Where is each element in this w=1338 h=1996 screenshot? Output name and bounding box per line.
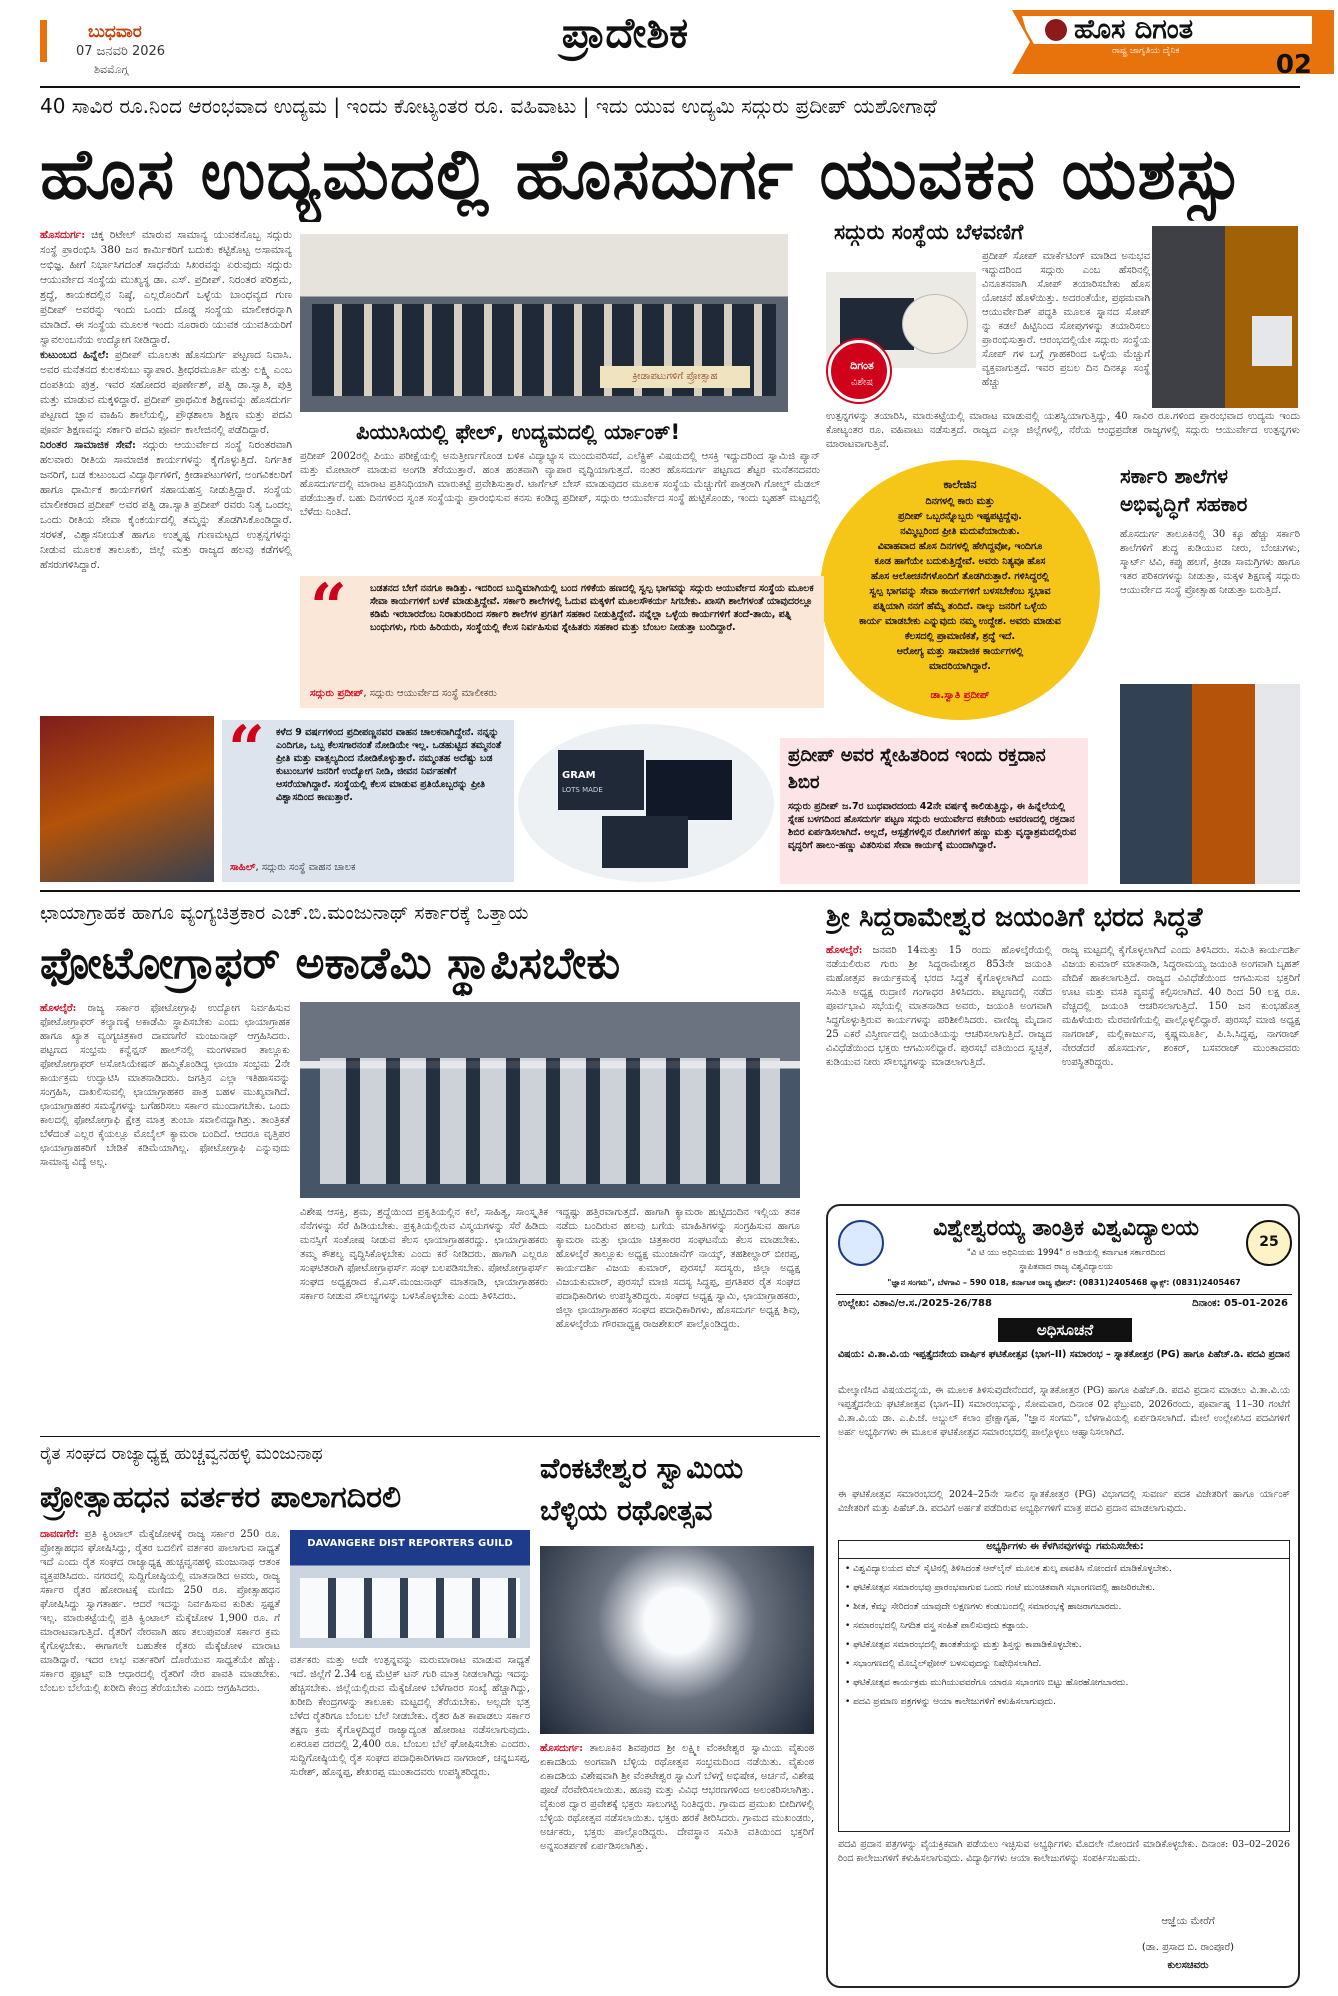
wife-quote-line: ಆರೋಗ್ಯ ಮತ್ತು ಸಾಮಾಜಿಕ ಕಾರ್ಯಗಳಲ್ಲಿ [896, 646, 1024, 657]
lead-col1-para-a: ಚಿಕ್ಕ ರಿಟೇಲ್ ಮಾರುವ ಸಾಮಾನ್ಯ ಯುವಕನೊಬ್ಬ ಸದ್ಗುರು ಸಂಸ್ಥೆ ಪ್ರಾರಂಭಿಸಿ 380 ಜನ ಕಾರ್ಮಿಕರಿಗೆ ಬದುಕು ಕಟ್ಟಿಕೊಟ್ಟ ಅಸಾಮಾನ್ಯ ಅಭಿಜ್ಞ. ಹೀಗೆ ನಿರ್ಭಾಸಿಗದಂತೆ ಸಾಧನೆಯ ಸಿಖರವನ್ನು ಏರುವುದು ಸದ್ಗುರು ಆಯುರ್ವೇದ ಸಂಸ್ಥೆಯ ಮುಖ್ಯಸ್ಥ ಡಾ. ಎಸ್. ಪ್ರದೀಪ್. ನಿರಂತರ ಪರಿಶ್ರಮ, ಶ್ರದ್ಧೆ, ಕಾಯಕದಲ್ಲಿನ ನಿಷ್ಠೆ, ಎಲ್ಲರೊಂದಿಗೆ ಒಳ್ಳೆಯ ಬಾಂಧವ್ಯದ ಗುಣ ಪ್ರದೀಪ್ ಅವರನ್ನು ಇಂದು ಒಂದು ದೊಡ್ಡ ಸಂಸ್ಥೆಯ ಮಾಲೀಕರನ್ನಾಗಿ ಮಾಡಿದೆ. ಈ ಸಂಸ್ಥೆಯ ಮೂಲಕ ಇಂದು ನೂರಾರು ಯುವಕ ಯುವತಿಯರಿಗೆ ಸ್ವಾವಲಂಬನೆಯ ಉದ್ಯೋಗ ನೀಡಿದ್ದಾರೆ. [40, 229, 292, 346]
vtu-sub2: ಸ್ಥಾಪಿತವಾದ ರಾಜ್ಯ ವಿಶ್ವವಿದ್ಯಾಲಯ [1019, 1262, 1113, 1272]
raitha-headline: ಪ್ರೋತ್ಸಾಹಧನ ವರ್ತಕರ ಪಾಲಾಗದಿರಲಿ [40, 1480, 402, 1515]
lead-col1-subhead-1: ಕುಟುಂಬದ ಹಿನ್ನೆಲೆ: [40, 349, 109, 361]
wife-quote-title: ಕಾಲೇಜಿನ [943, 478, 977, 491]
vtu-notes-box [838, 1540, 1290, 1832]
photo-academy-col2: ವಿಶೇಷ ಆಸಕ್ತಿ, ಶ್ರಮ, ಶ್ರದ್ಧೆಯಿಂದ ಪ್ರಕೃತಿಯಲ್ಲಿನ ಕಲೆ, ಸಾಹಿತ್ಯ, ಸಾಂಸ್ಕೃತಿಕ ನೆನೆಗಳನ್ನು ಸೆರೆ ಹಿಡಿಯಬೇಕು. ಪ್ರಕೃತಿಯಲ್ಲಿರುವ ವಿಸ್ಮಯಗಳನ್ನು ಸೆರೆ ಹಿಡಿದು ಮನಸ್ಸಿಗೆ ಸಂತೋಷ ನೀಡುವ ಕೆಲಸ ಛಾಯಾಗ್ರಾಹಕರದ್ದು. ಛಾಯಾಗ್ರಾಹಕರು ತಮ್ಮ ಕೌಶಲ್ಯ ವೃದ್ಧಿಸಿಕೊಳ್ಳಬೇಕು ಎಂದು ಕರೆ ನೀಡಿದರು. ಹಾಗಾಗಿ ಎಲ್ಲರೂ ಸಂಘಟಿತರಾಗಿ ಫೋಟೋಗ್ರಾಫರ್ಸ್ ಸಂಘ ಬಲಪಡಿಸಬೇಕು. ಪೋಟೋಗ್ರಾಫರ್ಸ್ ಸಂಘದ ಅಧ್ಯಕ್ಷರಾದ ಕೆ.ಎಸ್.ಮಂಜುನಾಥ್ ಮಾತನಾಡಿ, ಛಾಯಾಗ್ರಾಹಕರು ಸರ್ಕಾರ ನೀಡುವ ಸೌಲಭ್ಯಗಳನ್ನು ಬಳಸಿಕೊಳ್ಳಬೇಕು ಎಂದು ತಿಳಿಸಿದರು. [300, 1207, 548, 1302]
wife-quote-line: ಪತ್ನಿಯಾಗಿ ನನಗೆ ಹೆಮ್ಮೆ ತಂದಿದೆ. ನಾಲ್ಕು ಜನರಿಗೆ ಒಳ್ಳೆಯ [873, 601, 1047, 612]
vtu-note-item: • ಸಮಾರಂಭದಲ್ಲಿ ನಿಗದಿತ ವಸ್ತ್ರ ಸಂಹಿತೆ ಪಾಲಿಸುವುದು ಕಡ್ಡಾಯ. [845, 1621, 1029, 1631]
wife-quote-line: ಕಾರ್ಯ ಮಾಡಬೇಕು ಎನ್ನುವುದು ನಮ್ಮ ಉದ್ದೇಶ. ಅವರು ಮಾಡುವ [859, 616, 1061, 627]
lead-kicker: 40 ಸಾವಿರ ರೂ.ನಿಂದ ಆರಂಭವಾದ ಉದ್ಯಮ | ಇಂದು ಕೋಟ್ಯಂತರ ರೂ. ವಹಿವಾಟು | ಇದು ಯುವ ಉದ್ಯಮಿ ಸದ್ಗುರು ಪ್ರದೀಪ್ ಯಶೋಗಾಥೆ [40, 94, 937, 118]
badge-sub: ವಿಶೇಷ [850, 377, 873, 388]
siddarameshwara-col2: ರಾಜ್ಯ ಮಟ್ಟದಲ್ಲಿ ಕೈಗೊಳ್ಳಲಾಗಿದೆ ಎಂದು ತಿಳಿಸಿದರು. ಸಮಿತಿ ಕಾರ್ಯದರ್ಶಿ ವಿಜಯ ಕುಮಾರ್ ಮಾತನಾಡಿ, ಸಿದ್ದರಾಮಯ್ಯ ಜಯಂತಿ ಅಂಗವಾಗಿ ಬೃಹತ್ ವೇದಿಕೆ ಹಾಕಲಾಗುತ್ತಿದೆ. ರಾಜ್ಯದ ವಿವಿಧೆಡೆಯಿಂದ ಆಗಮಿಸುವ ಭಕ್ತರಿಗೆ ಊಟ ಮತ್ತು ವಸತಿ ವ್ಯವಸ್ಥೆ ಕಲ್ಪಿಸಲಾಗಿದೆ. 40 ರಿಂದ 50 ಲಕ್ಷ ರೂ. ವೆಚ್ಚದಲ್ಲಿ ಜಯಂತಿ ಆಚರಿಸಲಾಗುತ್ತಿದೆ. 150 ಜನ ಕುಂಭಹೊತ್ತ ಮಹಿಳೆಯರು ಮೆರವಣಿಗೆಯಲ್ಲಿ ಪಾಲ್ಗೊಳ್ಳಲಿದ್ದಾರೆ. ಪುರಸಭೆ ಮಾಜಿ ಅಧ್ಯಕ್ಷ ನಾಗರಾಜ್, ಮಲ್ಲಿಕಾರ್ಜುನ, ಕೃಷ್ಣಮೂರ್ತಿ, ಪಿ.ಸಿ.ಸಿದ್ದಪ್ಪ, ನಾಗರಾಜ್ ನೇರಡೆದರೆ ಹೊಸದುರ್ಗ, ಶಂಕರ್, ಬಸವರಾಜ್ ಮುಂತಾದವರು ಉಪಸ್ಥಿತರಿದ್ದರು. [1062, 945, 1300, 1068]
wife-quote-line: ಹೊಸ ಆಲೋಚನೆಗಳೊಂದಿಗೆ ತೊಡಗಿರುತ್ತಾರೆ. ಗಳಿಸಿದ್ದರಲ್ಲಿ [871, 571, 1049, 582]
raitha-col1 [40, 1528, 280, 1988]
siddarameshwara-headline: ಶ್ರೀ ಸಿದ್ದರಾಮೇಶ್ವರ ಜಯಂತಿಗೆ ಭರದ ಸಿದ್ಧತೆ [826, 902, 1203, 933]
vtu-note-text: ಸಭಾಂಗಣದಲ್ಲಿ ಮೊಬೈಲ್‌ಫೋನ್ ಬಳಸುವುದನ್ನು ನಿಷೇಧಿಸಲಾಗಿದೆ. [853, 1659, 1042, 1669]
section-title: ಪ್ರಾದೇಶಿಕ [561, 8, 689, 57]
vtu-date: ದಿನಾಂಕ: 05-01-2026 [1192, 1298, 1288, 1309]
vtu-notes-title: ಅಭ್ಯರ್ಥಿಗಳು ಈ ಕೆಳಗಿನವುಗಳನ್ನು ಗಮನಿಸಬೇಕು: [839, 1541, 1290, 1559]
wife-quote-line: ನಮ್ಮಿಬ್ಬರಿಂದ ಪ್ರೀತಿ ಮದುವೆಯಾಯಿತು. [900, 526, 1020, 537]
vtu-note-item: • ಘಟಿಕೋತ್ಸವ ಸಮಾರಂಭವು ಪ್ರಾರಂಭವಾಗುವ ಒಂದು ಗಂಟೆ ಮುಂಚಿತವಾಗಿ ಸಭಾಂಗಣದಲ್ಲಿ ಹಾಜರಿರಬೇಕು. [845, 1583, 1156, 1593]
vtu-note-text: ವಿಶ್ವವಿದ್ಯಾಲಯದ ವೆಬ್ ಸೈಟಿನಲ್ಲಿ ತಿಳಿಸಿದಂತೆ ಆನ್‌ಲೈನ್ ಮೂಲಕ ಶುಲ್ಕ ಪಾವತಿಸಿ ನೋಂದಣಿ ಮಾಡಿಕೊಳ್ಳಬೇಕು. [853, 1564, 1172, 1574]
owner-quote-box [300, 576, 824, 708]
product-sub: LOTS MADE [562, 786, 603, 794]
venkateshwara-text [540, 1742, 814, 1988]
growth-text-b: ಉತ್ಪನ್ನಗಳನ್ನು ತಯಾರಿಸಿ, ಮಾರುಕಟ್ಟೆಯಲ್ಲಿ ಮಾರಾಟ ಮಾಡುವಲ್ಲಿ ಯಶಸ್ವಿಯಾಗುತ್ತಿದ್ದು, 40 ಸಾವಿರ ರೂ.ಗಳಿಂದ ಪ್ರಾರಂಭವಾದ ಉದ್ಯಮ ಇಂದು ಕೋಟ್ಯಂತರ ರೂ. ವಹಿವಾಟು ನಡೆಸುತ್ತದೆ. ರಾಜ್ಯದ ಎಲ್ಲಾ ಜಿಲ್ಲೆಗಳಲ್ಲಿ, ನೆರೆಯ ಆಂಧ್ರಪ್ರದೇಶ ರಾಜ್ಯಗಳಲ್ಲಿ ಸದ್ಗುರು ಆಯುರ್ವೇದ ಉತ್ಪನ್ನಗಳು ಮಾರಾಟವಾಗುತ್ತಿವೆ. [826, 411, 1300, 450]
vtu-rule [836, 1294, 1292, 1295]
product-box [646, 760, 732, 820]
photo-academy-stage-photo [300, 1002, 800, 1198]
section-divider [40, 890, 1300, 892]
wife-quote-circle [820, 460, 1100, 720]
wife-quote-line: ಕೂಡ ಹಾಗೆಯೇ ಬದುಕುತ್ತಿದ್ದೇವೆ. ಅವರು ನಿತ್ಯವೂ ಹೊಸ [874, 556, 1046, 567]
venkateshwara-dateline: ಹೊಸದುರ್ಗ: [540, 1743, 583, 1754]
puc-text: ಪ್ರದೀಪ್ 2002ರಲ್ಲಿ ಪಿಯು ಪರೀಕ್ಷೆಯಲ್ಲಿ ಅನುತ್ತೀರ್ಣಗೊಂಡ ಬಳಿಕ ವಿದ್ಯಾಭ್ಯಾಸ ಮುಂದುವರಿಸದೆ, ಎಲೆಕ್ಟ್ರಿಕ್ ವಿಷಯದಲ್ಲಿ ಆಸಕ್ತಿ ಇದ್ದುದರಿಂದ ಸ್ವಾಮಿಜಿ ಪ್ಯಾನ್ ಮತ್ತು ಮೋಟಾರ್ ಮಾಡುವ ಅಂಗಡಿ ತೆರೆಯುತ್ತಾರೆ. ಹಂತ ಹಂತವಾಗಿ ವ್ಯಾಪಾರ ವೃದ್ಧಿಯಾಗುತ್ತದೆ. ನಂತರ ಹೊಸದುರ್ಗ ಪಟ್ಟಣದ ಶೆಟ್ಟರ ಮನೆತನದವರು ಹೊಸದುರ್ಗದಲ್ಲಿ ಮಾರಾಟ ಪ್ರತಿನಿಧಿಯಾಗಿ ಮಾರುಕಟ್ಟೆ ಪ್ರವೇಶಿಸುತ್ತಾರೆ. ಟಾರ್ಗೆಟ್ ಬೇಸ್ ಮಾಡುವುದರ ಮೂಲಕ ಸಂಸ್ಥೆಯ ಮೆಚ್ಚುಗೆಗೆ ಪಾತ್ರರಾಗಿ ಗೋಲ್ಡ್ ಮೆಡಲ್ ಪಡೆಯುತ್ತಾರೆ. ಬಹು ದಿನಗಳಿಂದ ಸ್ವಂತ ಸಂಸ್ಥೆಯನ್ನು ಪ್ರಾರಂಭಿಸುವ ಕನಸು ಕಂಡಿದ್ದ ಪ್ರದೀಪ್, ಸದ್ಗುರು ಆಯುರ್ವೇದ ಸಂಸ್ಥೆ ಹುಟ್ಟಿಕೊಂಡು, ಇಂದು ಬೃಹತ್ ಮಟ್ಟದಲ್ಲಿ ಬೆಳೆದು ನಿಂತಿದೆ. [300, 451, 820, 518]
vtu-sign-3: ಕುಲಸಚಿವರು [1167, 1960, 1209, 1971]
owner-quote-name: ಸದ್ಗುರು ಪ್ರದೀಪ್ [310, 688, 364, 699]
quote-icon: “ [228, 720, 265, 772]
raitha-kicker: ರೈತ ಸಂಘದ ರಾಜ್ಯಾಧ್ಯಕ್ಷ ಹುಚ್ಚವ್ವನಹಳ್ಳಿ ಮಂಜುನಾಥ [40, 1444, 323, 1464]
stage-people [320, 1058, 780, 1184]
wife-quote-body [838, 494, 1082, 690]
lead-col1 [40, 228, 292, 716]
vtu-sub1: "ವಿ ಟಿ ಯು ಅಧಿನಿಯಮ 1994" ರ ಅಡಿಯಲ್ಲಿ ಕರ್ನಾಟಕ ಸರ್ಕಾರದಿಂದ [966, 1248, 1166, 1258]
growth-title: ಸದ್ಗುರು ಸಂಸ್ಥೆಯ ಬೆಳವಣಿಗೆ [834, 220, 1024, 244]
vtu-para1: ಮೇಲ್ಕಾಣಿಸಿದ ವಿಷಯದನ್ವಯ, ಈ ಮೂಲಕ ತಿಳಿಸುವುದೇನೆಂದರೆ, ಸ್ನಾತಕೋತ್ತರ (PG) ಹಾಗೂ ಪಿಹೆಚ್.ಡಿ. ಪದವಿ ಪ್ರದಾನ ಮಾಡಲು ವಿ.ತಾ.ವಿ.ಯ ಇಪ್ಪತ್ತೈದನೇಯ ಘಟಿಕೋತ್ಸವ (ಭಾಗ–II) ಸಮಾರಂಭವನ್ನು, ಸೋಮವಾರ, ದಿನಾಂಕ 02 ಫೆಬ್ರುವರಿ, 2026ರಂದು, ಪೂರ್ವಾಹ್ನ 11–30 ಗಂಟೆಗೆ ವಿ.ತಾ.ವಿ.ಯ ಡಾ. ಎ.ಪಿ.ಜೆ. ಅಬ್ದುಲ್ ಕಲಾಂ ಪ್ರೇಕ್ಷಾಗೃಹ, "ಜ್ಞಾನ ಸಂಗಮ", ಬೆಳಗಾವಿಯಲ್ಲಿ ಏರ್ಪಡಿಸಲಾಗಿದೆ. ಮೇಲೆ ಉಲ್ಲೇಖಿಸಿದ ಪದವಿಗಳಿಗೆ ಅರ್ಹ ಅಭ್ಯರ್ಥಿಗಳು ಈ ಮೂಲಕ ಘಟಿಕೋತ್ಸವ ಸಮಾರಂಭದಲ್ಲಿ ಪಾಲ್ಗೊಳ್ಳಲು ಆಹ್ವಾನಿಸಲಾಗಿದೆ. [838, 1385, 1290, 1438]
product-box [558, 750, 644, 810]
vtu-emblem-number: 25 [1259, 1234, 1279, 1250]
wife-quote-line: ವಿವಾಹವಾದ ಹೊಸ ದಿನಗಳಲ್ಲಿ ಹೇಗಿದ್ದವೋ, ಇಂದಿಗೂ [877, 541, 1043, 552]
govt-school-text: ಹೊಸದುರ್ಗ ತಾಲೂಕಿನಲ್ಲಿ 30 ಕ್ಕೂ ಹೆಚ್ಚು ಸರ್ಕಾರಿ ಶಾಲೆಗಳಿಗೆ ಶುದ್ಧ ಕುಡಿಯುವ ನೀರು, ಬೆಂಚುಗಳು, ಸ್ಮಾರ್ಟ್ ಟಿವಿ, ಕಪ್ಪು ಹಲಗೆ, ಕ್ರೀಡಾ ಸಾಮಗ್ರಿಗಳು ಹಾಗೂ ಇತರ ಪರಿಕರಗಳನ್ನು ನೀಡುತ್ತಾ, ಮಕ್ಕಳ ಶಿಕ್ಷಣಕ್ಕೆ ಸದ್ಗುರು ಆಯುರ್ವೇದ ಸಂಸ್ಥೆ ಪ್ರೋತ್ಸಾಹ ನೀಡುತ್ತಾ ಬರುತ್ತಿದೆ. [1120, 529, 1300, 596]
page-number: 02 [1275, 50, 1312, 78]
masthead [0, 0, 1338, 90]
wife-quote-line: ಪ್ರದೀಪ್ ಒಬ್ಬರನ್ನೊಬ್ಬರು ಇಷ್ಟಪಟ್ಟಿದ್ದೆವು. [898, 511, 1022, 522]
venkateshwara-headline: ವೆಂಕಟೇಶ್ವರ ಸ್ವಾಮಿಯ ಬೆಳ್ಳಿಯ ರಥೋತ್ಸವ [540, 1452, 744, 1527]
vtu-note-item: • ಘಟಿಕೋತ್ಸವ ಸಮಾರಂಭದಲ್ಲಿ ಶಾಂತತೆಯನ್ನು ಮತ್ತು ಶಿಸ್ತನ್ನು ಕಾಪಾಡಿಕೊಳ್ಳಬೇಕು. [845, 1640, 1082, 1650]
paper-logo-block [1012, 4, 1334, 80]
vtu-note-item: • ವಿಶ್ವವಿದ್ಯಾಲಯದ ವೆಬ್ ಸೈಟಿನಲ್ಲಿ ತಿಳಿಸಿದಂತೆ ಆನ್‌ಲೈನ್ ಮೂಲಕ ಶುಲ್ಕ ಪಾವತಿಸಿ ನೋಂದಣಿ ಮಾಡಿಕೊಳ್ಳಬೇಕು. [845, 1564, 1172, 1574]
press-banner: DAVANGERE DIST REPORTERS GUILD [307, 1538, 513, 1549]
quote-icon: “ [310, 576, 347, 630]
blood-camp-box [780, 738, 1088, 884]
photo-academy-headline: ಫೋಟೋಗ್ರಾಫರ್ ಅಕಾಡೆಮಿ ಸ್ಥಾಪಿಸಬೇಕು [40, 938, 621, 989]
blood-camp-text: ಸದ್ಗುರು ಪ್ರದೀಪ್ ಜ.7ರ ಬುಧವಾರದಂದು 42ನೇ ವರ್ಷಕ್ಕೆ ಕಾಲಿಡುತ್ತಿದ್ದು, ಈ ಹಿನ್ನೆಲೆಯಲ್ಲಿ ಸ್ನೇಹ ಬಳಗದಿಂದ ಹೊಸದುರ್ಗ ಪಟ್ಟಣ ಸದ್ಗುರು ಆಯುರ್ವೇದ ಕಚೇರಿಯ ಆವರಣದಲ್ಲಿ ರಕ್ತದಾನ ಶಿಬಿರ ಏರ್ಪಡಿಸಲಾಗಿದೆ. ಅಲ್ಲದೆ, ಆಸ್ಪತ್ರೆಗಳಲ್ಲಿನ ರೋಗಿಗಳಿಗೆ ಹಣ್ಣು ಮತ್ತು ವೃದ್ಧಾಶ್ರಮದಲ್ಲಿರುವ ವೃದ್ಧರಿಗೆ ಹಾಲು-ಹಣ್ಣು ವಿತರಿಸುವ ಸೇವಾ ಕಾರ್ಯಕ್ಕೆ ಮುಂದಾಗಿದ್ದಾರೆ. [788, 801, 1077, 851]
growth-text-a: ಪ್ರದೀಪ್ ಸೋಪ್ ಮಾರ್ಕೆಟಿಂಗ್ ಮಾಡಿದ ಅನುಭವ ಇದ್ದುದರಿಂದ ಸದ್ಗುರು ಎಂಬ ಹೆಸರಿನಲ್ಲಿ ವಿನೂತನವಾಗಿ ಸೋಪ್ ತಯಾರಿಸಬೇಕು ಹೊಸ ಯೋಚನೆ ಹೊಳೆಯಿತ್ತು. ಅದರಂತೆಯೇ, ಪ್ರಥಮವಾಗಿ ಆಯುರ್ವೇದಿಕ್ ಪದ್ಧತಿ ಮೂಲಕ ಸ್ನಾನದ ಸೋಪ್ ನ್ನು ಕಡಲೆ ಹಿಟ್ಟಿನಿಂದ ಸೋಪುಗಳನ್ನು ತಯಾರಿಸಲು ಪ್ರಾರಂಭಿಸುತ್ತಾರೆ. ಆರಂಭದಲ್ಲಿಯೇ ಸದ್ಗುರು ಸಂಸ್ಥೆಯ ಸೋಪ್ ಗಳ ಬಗ್ಗೆ ಗ್ರಾಹಕರಿಂದ ಒಳ್ಳೆಯ ಮೆಚ್ಚುಗೆ ವ್ಯಕ್ತವಾಗುತ್ತದೆ. ಇವರ ಪ್ರಬಲ ದಿನ ದಿನಕ್ಕೂ ಸಂಸ್ಥೆ ಹೆಚ್ಚು [982, 251, 1150, 388]
vtu-note-text: ಘಟಿಕೋತ್ಸವ ಸಮಾರಂಭವು ಪ್ರಾರಂಭವಾಗುವ ಒಂದು ಗಂಟೆ ಮುಂಚಿತವಾಗಿ ಸಭಾಂಗಣದಲ್ಲಿ ಹಾಜರಿರಬೇಕು. [853, 1583, 1156, 1593]
driver-quote-role: , ಸದ್ಗುರು ಸಂಸ್ಥೆ ವಾಹನ ಚಾಲಕ [255, 862, 356, 873]
vtu-note-item: • ಶೀತ, ಕೆಮ್ಮು ಸೇರಿದಂತೆ ಯಾವುದೇ ಲಕ್ಷಣಗಳು ಕಂಡುಬಂದಲ್ಲಿ ಸಮಾರಂಭಕ್ಕೆ ಹಾಜರಾಗಬಾರದು. [845, 1602, 1122, 1612]
lead-group-photo [300, 234, 788, 412]
product-circle-photo [518, 724, 774, 882]
vtu-notice [826, 1204, 1300, 1988]
siddarameshwara-dateline: ಹೊಳಲ್ಕೆರೆ: [826, 945, 863, 956]
ratha-photo [540, 1546, 814, 1734]
paper-name: ಹೊಸ ದಿಗಂತ [1074, 14, 1194, 45]
lead-col1-subhead-2: ನಿರಂತರ ಸಾಮಾಜಿಕ ಸೇವೆ: [40, 439, 136, 451]
vtu-note-item: • ಘಟಿಕೋತ್ಸವ ಕಾರ್ಯಕ್ರಮ ಮುಗಿಯುವವರೆಗೂ ಯಾರೂ ಸಭಾಂಗಣ ಬಿಟ್ಟು ಹೊರಹೋಗಬಾರದು. [845, 1678, 1129, 1688]
photo-academy-kicker: ಛಾಯಾಗ್ರಾಹಕ ಹಾಗೂ ವ್ಯಂಗ್ಯಚಿತ್ರಕಾರ ಎಚ್.ಬಿ.ಮಂಜುನಾಥ್ ಸರ್ಕಾರಕ್ಕೆ ಒತ್ತಾಯ [40, 902, 529, 924]
vtu-note-text: ಪದವಿ ಪ್ರಮಾಣ ಪತ್ರಗಳನ್ನು ಆಯಾ ಕಾಲೇಜುಗಳಿಗೆ ಕಳುಹಿಸಲಾಗುವುದು. [853, 1697, 1056, 1707]
vtu-ref: ಉಲ್ಲೇಖ: ವಿತಾವಿ/ಆ.ಸ./2025-26/788 [838, 1298, 992, 1309]
vtu-sign-2: (ಡಾ. ಪ್ರಸಾದ ಬಿ. ರಾಂಪೂರೆ) [1141, 1942, 1235, 1953]
digantha-badge [828, 340, 890, 402]
press-people [300, 1578, 520, 1638]
photo-academy-col1 [40, 1002, 290, 1426]
vtu-note-text: ಶೀತ, ಕೆಮ್ಮು ಸೇರಿದಂತೆ ಯಾವುದೇ ಲಕ್ಷಣಗಳು ಕಂಡುಬಂದಲ್ಲಿ ಸಮಾರಂಭಕ್ಕೆ ಹಾಜರಾಗಬಾರದು. [853, 1602, 1122, 1612]
badge-name: ದಿಗಂತ [850, 359, 874, 372]
driver-quote-box [222, 720, 514, 882]
vtu-note-text: ಘಟಿಕೋತ್ಸವ ಕಾರ್ಯಕ್ರಮ ಮುಗಿಯುವವರೆಗೂ ಯಾರೂ ಸಭಾಂಗಣ ಬಿಟ್ಟು ಹೊರಹೋಗಬಾರದು. [853, 1678, 1129, 1688]
driver-quote-byline [230, 862, 510, 878]
driver-quote-name: ಸಾಹಿಲ್ [230, 862, 256, 873]
raitha-col1-text: ಪ್ರತಿ ಕ್ವಿಂಟಾಲ್ ಮೆಕ್ಕೆಜೋಳಕ್ಕೆ ರಾಜ್ಯ ಸರ್ಕಾರ 250 ರೂ. ಪ್ರೋತ್ಸಾಹಧನ ಘೋಷಿಸಿದ್ದು, ರೈತರ ಬದಲಿಗೆ ವರ್ತಕರ ಪಾಲಾಗುವ ಸಾಧ್ಯತೆ ಇದೆ ಎಂದು ರೈತ ಸಂಘದ ರಾಜ್ಯಾಧ್ಯಕ್ಷ ಹುಚ್ಚವ್ವನಹಳ್ಳಿ ಮಂಜುನಾಥ ಆತಂಕ ವ್ಯಕ್ತಪಡಿಸಿದರು. ನಗರದಲ್ಲಿ ಸುದ್ದಿಗೋಷ್ಠಿಯಲ್ಲಿ ಮಾತನಾಡಿದ ಅವರು, ರಾಜ್ಯ ಸರ್ಕಾರ ರೈತರ ಹೋರಾಟಕ್ಕೆ ಮಣಿದು 250 ರೂ. ಪ್ರೋತ್ಸಾಹಧನ ಘೋಷಿಸಿದ್ದು ಸ್ವಾಗತಾರ್ಹ. ಆದರೆ ಇದನ್ನು ನಿರ್ವಹಿಸುವ ಕುರಿತು ಸ್ಪಷ್ಟತೆ ಇಲ್ಲ. ಮಾರುಕಟ್ಟೆಯಲ್ಲಿ ಪ್ರತಿ ಕ್ವಿಂಟಾಲ್ ಮೆಕ್ಕೆಜೋಳ 1,900 ರೂ. ಗೆ ಮಾರಾಟವಾಗುತ್ತಿದೆ. ರೈತರಿಗೆ ನೇರವಾಗಿ ಹಣ ತಲುಪುವಂತೆ ಸರ್ಕಾರ ಕ್ರಮ ಕೈಗೊಳ್ಳಬೇಕು. ಈಗಾಗಲೇ ಬಹುತೇಕ ರೈತರು ಮೆಕ್ಕೆಜೋಳ ಮಾರಾಟ ಮಾಡಿದ್ದಾರೆ. ಇದರ ಲಾಭ ವರ್ತಕರಿಗೆ ದೊರೆಯುವ ಸಾಧ್ಯತೆಯೇ ಹೆಚ್ಚು. ಸರ್ಕಾರ ಫ್ರೂಟ್ಸ್ ಐಡಿ ಆಧಾರದಲ್ಲಿ ರೈತರಿಗೆ ನೇರ ಪಾವತಿ ಮಾಡಬೇಕು. ಬೆಂಬಲ ಬೆಲೆಯಲ್ಲಿ ಖರೀದಿ ಕೇಂದ್ರ ತೆರೆಯಬೇಕು ಎಂದು ಆಗ್ರಹಿಸಿದರು. [40, 1529, 280, 1694]
lead-col1-para-c: ಸದ್ಗುರು ಆಯುರ್ವೇದ ಸಂಸ್ಥೆ ನಿರಂತರವಾಗಿ ಹಲವಾರು ರೀತಿಯ ಸಾಮಾಜಿಕ ಕಾರ್ಯಗಳನ್ನು ಕೈಗೊಳ್ಳುತ್ತಿದೆ. ನಿರ್ಗತಿಕ ಜನರಿಗೆ, ಬಡ ಕುಟುಂಬದ ವಿದ್ಯಾರ್ಥಿಗಳಿಗೆ, ಕ್ರೀಡಾಪಟುಗಳಿಗೆ, ಅಂಗವಿಕಲರಿಗೆ ಹಾಗೂ ಧಾರ್ಮಿಕ ಕಾರ್ಯಗಳಿಗೆ ಸಹಾಯಹಸ್ತ ನೀಡುತ್ತಿದ್ದಾರೆ. ಸಂಸ್ಥೆಯ ಮಾಲೀಕರಾದ ಪ್ರದೀಪ್ ಅವರ ಪತ್ನಿ ಡಾ.ಸ್ವಾತಿ ಪ್ರದೀಪ್ ರವರು ನಿತ್ಯ ಒಂದಲ್ಲ ಒಂದು ರೀತಿಯ ಸೇವಾ ಕೈಂಕರ್ಯದಲ್ಲಿ ತಮ್ಮನ್ನು ತೊಡಗಿಸಿಕೊಂಡಿದ್ದಾರೆ. ಸರಳತೆ, ವಿಶ್ವಾಸನೀಯತೆ ಹಾಗೂ ಉತ್ಕೃಷ್ಟ ಗುಣಮಟ್ಟದ ಉತ್ಪನ್ನಗಳನ್ನು ನೀಡುವ ಮೂಲಕ ತಾಲೂಕು, ಜಿಲ್ಲೆ ಮತ್ತು ರಾಜ್ಯದ ಹಲವು ಕಡೆಗಳಲ್ಲಿ ಹೆಸರುಗಳಿಸಿದ್ದಾರೆ. [40, 439, 292, 571]
vtu-note-text: ಘಟಿಕೋತ್ಸವ ಸಮಾರಂಭದಲ್ಲಿ ಶಾಂತತೆಯನ್ನು ಮತ್ತು ಶಿಸ್ತನ್ನು ಕಾಪಾಡಿಕೊಳ್ಳಬೇಕು. [853, 1640, 1082, 1650]
masthead-date: 07 ಜನವರಿ 2026 [76, 44, 166, 59]
masthead-city: ಶಿವಮೊಗ್ಗ [94, 63, 129, 76]
lead-dateline: ಹೊಸದುರ್ಗ: [40, 229, 86, 241]
wife-quote-line: ಸ್ವಲ್ಪ ಭಾಗವನ್ನು ಸೇವಾ ಕಾರ್ಯಗಳಿಗೆ ಬಳಸಬೇಕೆಂಬ ಸ್ವಭಾವ [869, 586, 1051, 597]
wife-quote-line: ದಿನಗಳಲ್ಲಿ ಕಾರು ಮತ್ತು [925, 496, 995, 507]
puc-title: ಪಿಯುಸಿಯಲ್ಲಿ ಫೇಲ್, ಉದ್ಯಮದಲ್ಲಿ ರ್ಯಾಂಕ್! [356, 420, 681, 444]
vtu-emblem-right [1246, 1220, 1292, 1266]
photo-banner: ಕ್ರೀಡಾಪಟುಗಳಿಗೆ ಪ್ರೋತ್ಸಾಹ [600, 366, 750, 388]
vtu-note-item: • ಸಭಾಂಗಣದಲ್ಲಿ ಮೊಬೈಲ್‌ಫೋನ್ ಬಳಸುವುದನ್ನು ನಿಷೇಧಿಸಲಾಗಿದೆ. [845, 1659, 1042, 1669]
award-frame [1252, 316, 1292, 366]
lead-col1-para-b: ಪ್ರದೀಪ್ ಮೂಲತಃ ಹೊಸದುರ್ಗ ಪಟ್ಟಣದ ನಿವಾಸಿ. ಅವರ ಮನೆತನದ ಕುಲಕಸುಬು ವ್ಯಾಪಾರ. ಶ್ರೀಧರಮೂರ್ತಿ ಮತ್ತು ಲಕ್ಷ್ಮಿ ಎಂಬ ದಂಪತಿಯ ಪುತ್ರ. ಇವರ ಸಹೋದರ ಪೂರ್ಣೇಶ್, ಪತ್ನಿ ಡಾ.ಸ್ವಾತಿ, ಪುತ್ರಿ ಮತ್ತು ಮಾಡುವ ಮಕ್ಕಳಿದ್ದಾರೆ. ಪ್ರದೀಪ್ ಪ್ರಾಥಮಿಕ ಶಿಕ್ಷಣವನ್ನು ಹೊಸದುರ್ಗ ಪಟ್ಟಣದ ಜ್ಞಾನ ವಾಹಿನಿ ಶಾಲೆಯಲ್ಲಿ, ಪ್ರೌಢಶಾಲಾ ಶಿಕ್ಷಣ ಮತ್ತು ಪದವಿ ಪೂರ್ವ ಶಿಕ್ಷಣವನ್ನು ಸರ್ಕಾರಿ ಪದವಿ ಪೂರ್ವ ಕಾಲೇಜಿನಲ್ಲಿ ಪಡೆದಿದ್ದಾರೆ. [40, 349, 292, 436]
vtu-subject: ವಿಷಯ: ವಿ.ತಾ.ವಿ.ಯ ಇಪ್ಪತ್ತೈದನೇಯ ವಾರ್ಷಿಕ ಘಟಿಕೋತ್ಸವ (ಭಾಗ–II) ಸಮಾರಂಭ – ಸ್ನಾತಕೋತ್ತರ (PG) ಹಾಗೂ ಪಿಹೆಚ್.ಡಿ. ಪದವಿ ಪ್ರದಾನ [838, 1349, 1290, 1360]
masthead-rule [40, 86, 1300, 88]
photo-academy-col1-text: ರಾಜ್ಯ ಸರ್ಕಾರ ಫೋಟೋಗ್ರಾಫಿ ಉದ್ಯೋಗ ನಿರ್ವಹಿಸುವ ಫೋಟೋಗ್ರಾಫರ್ ಕಲ್ಯಾಣಕ್ಕೆ ಅಕಾಡೆಮಿ ಸ್ಥಾಪಿಸಬೇಕು ಎಂದು ಛಾಯಾಗ್ರಾಹಕ ಹಾಗೂ ಖ್ಯಾತ ವ್ಯಂಗ್ಯಚಿತ್ರಕಾರ ದಾವಣಗೆರೆ ಮಂಜುನಾಥ್ ಆಗ್ರಹಿಸಿದರು. ಪಟ್ಟಣದ ಸಂಭ್ರಮ ಕನ್ವೆನ್ಷನ್ ಹಾಲ್‌ನಲ್ಲಿ ಮಂಗಳವಾರ ತಾಲ್ಲೂಕು ಫೋಟೋಗ್ರಾಫರ್ ಅಸೋಸಿಯೇಷನ್ ಹಮ್ಮಿಕೊಂಡಿದ್ದ ಛಾಯಾ ಸಂಭ್ರಮ 2ನೇ ಕಾರ್ಯಕ್ರಮ ಉದ್ಘಾಟಿಸಿ ಮಾತನಾಡಿದರು. ಜಗತ್ತಿನ ಎಲ್ಲಾ ಇತಿಹಾಸವನ್ನು ಸಂಗ್ರಹಿಸಿ, ದಾಖಲಿಸುವಲ್ಲಿ ಛಾಯಾಗ್ರಾಹಕರ ಪಾತ್ರ ಬಹಳ ಮುಖ್ಯವಾಗಿದೆ. ಛಾಯಾಗ್ರಾಹಕರ ಸಮಸ್ಯೆಗಳನ್ನು ಬಗೆಹರಿಸಲು ಸರ್ಕಾರ ಮುಂದಾಗಬೇಕು. ಒಂದು ಕಾಲದಲ್ಲಿ ಫೋಟೋಗ್ರಾಫಿ ಕ್ಷೇತ್ರ ಮಾತ್ರ ತುಂಬಾ ಸವಾಲಿನದ್ದಾಗಿತ್ತು. ತಾಂತ್ರಿಕತೆ ಬೆಳೆದಂತೆ ಎಲ್ಲರ ಕೈಯಲ್ಲೂ ಮೊಬೈಲ್ ಕ್ಯಾಮರಾ ಬಂದಿದೆ. ಆದರೂ ವೃತ್ತಿಪರ ಛಾಯಾಗ್ರಾಹಕರಿಗೆ ಬೇಡಿಕೆ ಕಡಿಮೆಯಾಗಿಲ್ಲ. ಫೋಟೋಗ್ರಾಫಿ ಎನ್ನುವುದು ಸಾಮಾನ್ಯ ವಿದ್ಯೆ ಅಲ್ಲ. [40, 1003, 290, 1168]
soap-bar [902, 294, 968, 354]
lamp-icon [1045, 19, 1067, 41]
press-meet-photo [290, 1530, 530, 1648]
product-box [602, 816, 688, 868]
paper-tagline: ರಾಷ್ಟ್ರ ಜಾಗೃತಿಯ ದೈನಿಕ [1112, 46, 1180, 56]
owner-quote-byline [310, 688, 810, 704]
vtu-para3: ಪದವಿ ಪ್ರದಾನ ಪತ್ರಗಳನ್ನು ವೈಯಕ್ತಿಕವಾಗಿ ಪಡೆಯಲು ಇಚ್ಛಿಸುವ ಅಭ್ಯರ್ಥಿಗಳು ಮೊದಲೇ ನೋಂದಣಿ ಮಾಡಿಕೊಳ್ಳಬೇಕು. ದಿನಾಂಕ: 03–02–2026 ರಿಂದ ಕಾಲೇಜುಗಳಿಗೆ ಕಳುಹಿಸಲಾಗುವುದು. ವಿದ್ಯಾರ್ಥಿಗಳು ಆಯಾ ಕಾಲೇಜುಗಳನ್ನು ಸಂಪರ್ಕಿಸಬಹುದು. [838, 1839, 1290, 1864]
vtu-note-item: • ಪದವಿ ಪ್ರಮಾಣ ಪತ್ರಗಳನ್ನು ಆಯಾ ಕಾಲೇಜುಗಳಿಗೆ ಕಳುಹಿಸಲಾಗುವುದು. [845, 1697, 1056, 1707]
vtu-name: ವಿಶ್ವೇಶ್ವರಯ್ಯ ತಾಂತ್ರಿಕ ವಿಶ್ವವಿದ್ಯಾಲಯ [933, 1216, 1199, 1241]
vtu-para2: ಈ ಘಟಿಕೋತ್ಸವ ಸಮಾರಂಭದಲ್ಲಿ 2024–25ನೇ ಸಾಲಿನ ಸ್ನಾತಕೋತ್ತರ (PG) ವಿಭಾಗದಲ್ಲಿ ಸುವರ್ಣ ಪದಕ ವಿಜೇತರಿಗೆ ಹಾಗೂ ರ್ಯಾಂಕ್ ವಿಜೇತರಿಗೆ ಮತ್ತು ಪಿಹೆಚ್.ಡಿ. ಪದವಿಗೆ ಅರ್ಹತೆ ಪಡೆದಿರುವ ಅಭ್ಯರ್ಥಿಗಳಿಗೆ ಮಾತ್ರ ಪದವಿ ಪ್ರದಾನ ಮಾಡಲಾಗುವುದು. [838, 1489, 1290, 1514]
masthead-day: ಬುಧವಾರ [88, 22, 142, 42]
vtu-emblem-left [838, 1220, 884, 1266]
rally-photo [40, 716, 214, 882]
section-divider [40, 1436, 820, 1437]
wife-quote-line: ಮಾದರಿಯಾಗಿದ್ದಾರೆ. [929, 661, 991, 672]
raitha-col2: ವರ್ತಕರು ಮತ್ತು ಅದೇ ಉತ್ಪನ್ನವನ್ನು ಮರುಮಾರಾಟ ಮಾಡುವ ಸಾಧ್ಯತೆ ಇದೆ. ಜಿಲ್ಲೆಗೆ 2.34 ಲಕ್ಷ ಮೆಟ್ರಿಕ್ ಟನ್ ಗುರಿ ಮಾತ್ರ ನೀಡಲಾಗಿದ್ದು ಇದನ್ನು ಹೆಚ್ಚಿಸಬೇಕು. ಜಿಲ್ಲೆಯಲ್ಲಿರುವ ಮೆಕ್ಕೆಜೋಳ ಬೆಳೆಗಾರರ ಸಂಖ್ಯೆ ಹೆಚ್ಚಾಗಿದ್ದು, ಖರೀದಿ ಕೇಂದ್ರಗಳನ್ನು ತಾಲೂಕು ಮಟ್ಟದಲ್ಲಿ ತೆರೆಯಬೇಕು. ಅಲ್ಲದೇ ಭತ್ತ ಬೆಳೆದ ರೈತರಿಗೂ ಬೆಂಬಲ ಬೆಲೆ ನೀಡಬೇಕು. ರೈತರ ಹಿತ ಕಾಪಾಡಲು ಸರ್ಕಾರ ತಕ್ಷಣ ಕ್ರಮ ಕೈಗೊಳ್ಳದಿದ್ದರೆ ರಾಜ್ಯಾದ್ಯಂತ ಹೋರಾಟ ನಡೆಸಲಾಗುವುದು. ಏಕರೂಪ ದರದಲ್ಲಿ 2,400 ರೂ. ಬೆಂಬಲ ಬೆಲೆ ಘೋಷಿಸಬೇಕು ಎಂದರು. ಸುದ್ದಿಗೋಷ್ಠಿಯಲ್ಲಿ ರೈತ ಸಂಘದ ಪದಾಧಿಕಾರಿಗಳಾದ ನಾಗರಾಜ್, ಚನ್ನಬಸಪ್ಪ, ಸುರೇಶ್, ಹೊನ್ನಪ್ಪ, ಶೇಖರಪ್ಪ ಮುಂತಾದವರು ಉಪಸ್ಥಿತರಿದ್ದರು. [290, 1655, 530, 1778]
driver-quote-text: ಕಳೆದ 9 ವರ್ಷಗಳಿಂದ ಪ್ರದೀಪಣ್ಣನವರ ವಾಹನ ಚಾಲಕನಾಗಿದ್ದೇನೆ. ನನ್ನನ್ನು ಎಂದಿಗೂ, ಒಬ್ಬ ಕೆಲಸಗಾರನಂತೆ ನೋಡಿಯೇ ಇಲ್ಲ. ಒಡಹುಟ್ಟಿದ ತಮ್ಮನಂತೆ ಪ್ರೀತಿ ಮತ್ತು ವಾತ್ಸಲ್ಯದಿಂದ ನೋಡಿಕೊಳ್ಳುತ್ತಾರೆ. ನಮ್ಮಂತಹ ಅದೆಷ್ಟು ಬಡ ಕುಟುಂಬಗಳ ಜನರಿಗೆ ಉದ್ಯೋಗ ನೀಡಿ, ಜೀವನ ನಿರ್ವಹಣೆಗೆ ಆಸರೆಯಾಗಿದ್ದಾರೆ. ಸಂಸ್ಥೆಯಲ್ಲಿ ಕೆಲಸ ಮಾಡುವ ಪ್ರತಿಯೊಬ್ಬರನ್ನು ಪ್ರೀತಿ ವಿಶ್ವಾಸದಿಂದ ಕಾಣುತ್ತಾರೆ. [276, 727, 502, 803]
vtu-notice-title: ಅಧಿಸೂಚನೆ [998, 1318, 1132, 1342]
owner-quote-text: ಬಡತನದ ಬೇಗೆ ನನಗೂ ಕಾಡಿತ್ತು. ಇದರಿಂದ ಬುದ್ಧಿಮಾಗಿಯಲ್ಲಿ ಬಂದ ಗಳಿಕೆಯ ಹಣದಲ್ಲಿ ಸ್ವಲ್ಪ ಭಾಗವನ್ನು ಸದ್ಗುರು ಆಯುರ್ವೇದ ಸಂಸ್ಥೆಯ ಮೂಲಕ ಸೇವಾ ಕಾರ್ಯಗಳಿಗೆ ಬಳಕೆ ಮಾಡುತ್ತಿದ್ದೇವೆ. ಸರ್ಕಾರಿ ಶಾಲೆಗಳಲ್ಲಿ ಓದುವ ಮಕ್ಕಳಿಗೆ ಮೂಲಸೌಕರ್ಯ ಸಿಗಬೇಕು. ಖಾಸಗಿ ಶಾಲೆಗಳಂತೆ ಯಾವುದರಲ್ಲೂ ಕಡಿಮೆ ಇರಬಾರದೆಂಬ ನಿರಾತುರದಿಂದ ಸರ್ಕಾರಿ ಶಾಲೆಗಳ ಪ್ರಗತಿಗೆ ಸಹಕಾರ ನೀಡುತ್ತಿದ್ದೇನೆ. ನನ್ನೆಲ್ಲಾ ಒಳ್ಳೆಯ ಕಾರ್ಯಗಳಿಗೆ ತಂದೆ-ತಾಯಿ, ಪತ್ನಿ ಬಂಧುಗಳು, ಗುರು ಹಿರಿಯರು, ಸಂಸ್ಥೆಯಲ್ಲಿ ಕೆಲಸ ನಿರ್ವಹಿಸುವ ಸ್ನೇಹಿತರು ಸಹಕಾರ ಮತ್ತು ಬೆಂಬಲ ನೀಡುತ್ತಾ ಬಂದಿದ್ದಾರೆ. [370, 583, 814, 633]
govt-school-title: ಸರ್ಕಾರಿ ಶಾಲೆಗಳ ಅಭಿವೃದ್ಧಿಗೆ ಸಹಕಾರ [1120, 464, 1248, 516]
wife-quote-line: ಕೆಲಸದಲ್ಲಿ ಪ್ರಾಮಾಣಿಕತೆ, ಶ್ರದ್ಧೆ ಇದೆ. [904, 631, 1016, 642]
lead-headline: ಹೊಸ ಉದ್ಯಮದಲ್ಲಿ ಹೊಸದುರ್ಗ ಯುವಕನ ಯಶಸ್ಸು [40, 133, 1244, 215]
siddarameshwara-col1 [826, 944, 1052, 1196]
vtu-sign-1: ಆಜ್ಞೆಯ ಮೇರೆಗೆ [1161, 1916, 1215, 1927]
couple-temple-photo [1120, 684, 1300, 884]
photo-academy-dateline: ಹೊಳಲ್ಕೆರೆ: [40, 1003, 77, 1014]
vtu-address: "ಜ್ಞಾನ ಸಂಗಮ", ಬೆಳಗಾವಿ – 590 018, ಕರ್ನಾಟಕ ರಾಜ್ಯ ಫೋನ್: (0831)2405468 ಫ್ಯಾಕ್ಸ್: (0831)2405467 [887, 1278, 1241, 1287]
couple-award-photo [1152, 226, 1298, 408]
siddarameshwara-col1-text: ಜನವರಿ 14ಮತ್ತು 15 ರಂದು ಹೊಳಲ್ಕೆರೆಯಲ್ಲಿ ನಡೆಯಲಿರುವ ಗುರು ಶ್ರೀ ಸಿದ್ದರಾಮೇಶ್ವರ 853ನೇ ಜಯಂತಿ ಮಹೋತ್ಸವ ಕಾರ್ಯಕ್ರಮಕ್ಕೆ ಭರದ ಸಿದ್ಧತೆ ಕೈಗೊಳ್ಳಲಾಗಿದೆ ಎಂದು ಸಮಿತಿ ಅಧ್ಯಕ್ಷ ರುದ್ರಾಣಿ ಗಂಗಾಧರ ತಿಳಿಸಿದರು. ಪಟ್ಟಣದಲ್ಲಿ ನಡೆದ ಪೂರ್ವಭಾವಿ ಸಭೆಯಲ್ಲಿ ಮಾತನಾಡಿದ ಅವರು, ಜಯಂತಿ ಅಂಗವಾಗಿ ಸಿದ್ಧಗೊಳ್ಳುತ್ತಿರುವ ಕಾರ್ಯಗಳನ್ನು ಪರಿಶೀಲಿಸಿದರು. ವಾಣಿಜ್ಯ ಮೈದಾನ 25 ಎಕರೆ ವಿಸ್ತೀರ್ಣದಲ್ಲಿ ಜಯಂತಿಯನ್ನು ಆಚರಿಸಲಾಗುತ್ತಿದೆ. ರಾಜ್ಯದ ವಿವಿಧೆಡೆಯಿಂದ ಭಕ್ತರು ಆಗಮಿಸಲಿದ್ದಾರೆ. ಪುರಸಭೆ ವತಿಯಿಂದ ಸ್ವಚ್ಛತೆ, ಕುಡಿಯುವ ನೀರು ಸೌಲಭ್ಯಗಳನ್ನು ಮಾಡಲಾಗುತ್ತಿದೆ. [826, 945, 1052, 1068]
product-brand: GRAM [562, 770, 596, 781]
photo-academy-col3: ಇದ್ದಷ್ಟು ಹತ್ತಿರವಾಗುತ್ತದೆ. ಹಾಗಾಗಿ ಕ್ಯಾಮರಾ ಹುಟ್ಟಿದಂದಿನ ಇಲ್ಲಿಯ ತನಕ ನಡೆದು ಬಂದಿರುವ ಹಲವು ಬಗೆಯ ಮಾಹಿತಿಗಳನ್ನು ಸಂಗ್ರಹಿಸುವ ಹಾಗೂ ಕ್ಯಾಮರಾ ಮತ್ತು ಛಾಯಾ ಚಿತ್ರಕಾರರ ಸಂಘಟನೆಯ ಕೆಲಸ ಮಾಡಬೇಕು. ಹೊಳಲ್ಕೆರೆ ತಾಲ್ಲೂಕು ಅಧ್ಯಕ್ಷ ಮುಂಜಾನೆಗ್ ನಾಯ್ಕ್, ತಹಶೀಲ್ದಾರ್ ಬೀರಪ್ಪ, ಕಾರ್ಯದರ್ಶಿ ವಿಜಯ ಕುಮಾರ್, ಪುರಸಭೆ ಸದಸ್ಯರು, ಜಿಲ್ಲಾ ಅಧ್ಯಕ್ಷ ವಿಜಯಕುಮಾರ್, ಪುರಸಭೆ ಮಾಜಿ ಸದಸ್ಯ ಸಿದ್ಧಪ್ಪ, ಪ್ರಗತಿಪರ ರೈತ ಸಂಘದ ಪದಾಧಿಕಾರಿಗಳು ಉಪಸ್ಥಿತರಿದ್ದರು. ಸಂಘದ ಅಧ್ಯಕ್ಷ ಸ್ವಾಮಿ, ಛಾಯಾಗ್ರಾಹಕರು, ಜಿಲ್ಲಾ ಛಾಯಾಗ್ರಾಹಕರ ಸಂಘದ ಪದಾಧಿಕಾರಿಗಳು, ಹೊಸದುರ್ಗ ಅಧ್ಯಕ್ಷ ಶಿವು, ಹೊಳಲ್ಕೆರೆಯ ಗೌರವಾಧ್ಯಕ್ಷ ರಾಜಶೇಖರ್ ಪಾಲ್ಗೊಂಡಿದ್ದರು. [556, 1207, 800, 1330]
wife-quote-byline: ಡಾ.ಸ್ವಾತಿ ಪ್ರದೀಪ್ [930, 690, 990, 701]
vtu-note-text: ಸಮಾರಂಭದಲ್ಲಿ ನಿಗದಿತ ವಸ್ತ್ರ ಸಂಹಿತೆ ಪಾಲಿಸುವುದು ಕಡ್ಡಾಯ. [853, 1621, 1029, 1631]
vtu-notes-list [845, 1563, 1283, 1827]
owner-quote-role: , ಸದ್ಗುರು ಆಯುರ್ವೇದ ಸಂಸ್ಥೆ ಮಾಲೀಕರು [363, 688, 497, 699]
masthead-accent-bar [40, 20, 47, 62]
raitha-dateline: ದಾವಣಗೆರೆ: [40, 1529, 79, 1540]
blood-camp-title: ಪ್ರದೀಪ್ ಅವರ ಸ್ನೇಹಿತರಿಂದ ಇಂದು ರಕ್ತದಾನ ಶಿಬಿರ [788, 745, 1046, 793]
venkateshwara-body: ತಾಲೂಕಿನ ಶಿವಪುರದ ಶ್ರೀ ಲಕ್ಷ್ಮೀ ವೆಂಕಟೇಶ್ವರ ಸ್ವಾಮಿಯ ವೈಕುಂಠ ಏಕಾದಶಿಯ ಅಂಗವಾಗಿ ಬೆಳ್ಳಿಯ ರಥೋತ್ಸವ ಸಂಭ್ರಮದಿಂದ ನಡೆಯಿತು. ವೈಕುಂಠ ಏಕಾದಶಿಯ ವಿಶೇಷವಾಗಿ ಶ್ರೀ ವೆಂಕಟೇಶ್ವರ ಸ್ವಾಮಿಗೆ ಬೆಳಗ್ಗೆ ಅಭಿಷೇಕ, ಅರ್ಚನೆ, ವಿಶೇಷ ಪೂಜೆ ನೆರವೇರಿಸಲಾಯಿತು. ಹೂವು ಮತ್ತು ವಿವಿಧ ಆಭರಣಗಳಿಂದ ಅಲಂಕರಿಸಲಾಗಿತ್ತು. ವೈಕುಂಠ ದ್ವಾರ ಪ್ರವೇಶಕ್ಕೆ ಭಕ್ತರು ಸಾಲುಗಟ್ಟಿ ನಿಂತಿದ್ದರು. ಗ್ರಾಮದ ಪ್ರಮುಖ ಬೀದಿಗಳಲ್ಲಿ ಬೆಳ್ಳಿಯ ರಥೋತ್ಸವ ನಡೆಸಲಾಯಿತು. ಭಕ್ತರು ಹರಕೆ ತೀರಿಸಿದರು. ಗ್ರಾಮದ ಮುಖಂಡರು, ಅರ್ಚಕರು, ಭಕ್ತರು ಪಾಲ್ಗೊಂಡಿದ್ದರು. ದೇವಸ್ಥಾನ ಸಮಿತಿ ವತಿಯಿಂದ ಭಕ್ತರಿಗೆ ಅನ್ನಸಂತರ್ಪಣೆ ಏರ್ಪಡಿಸಲಾಗಿತ್ತು. [540, 1743, 814, 1852]
